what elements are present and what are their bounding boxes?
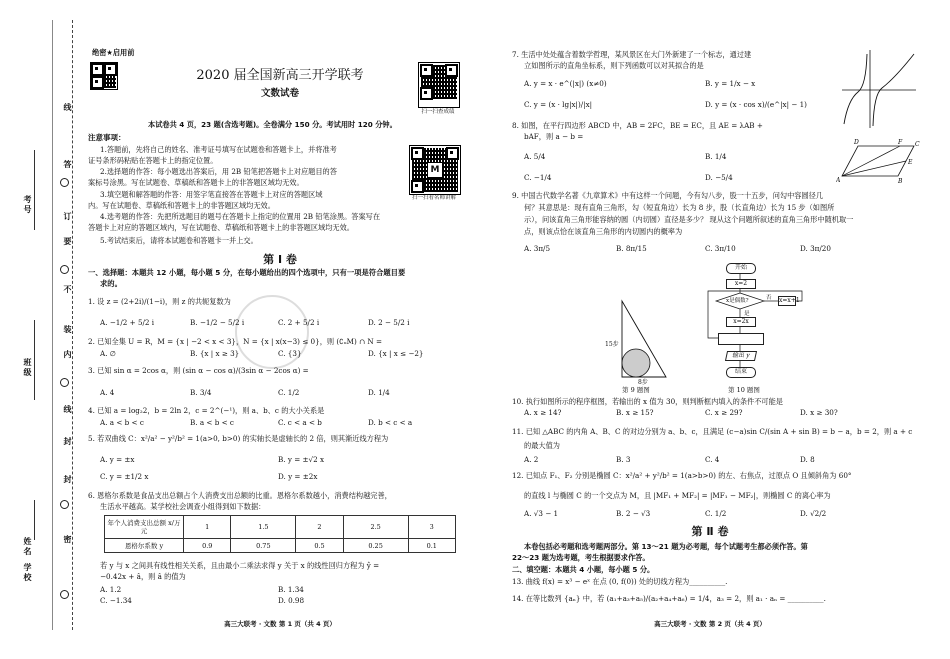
parallelogram-shape [842,146,914,176]
flow-init: x=2 [726,279,756,289]
qr-code-score [418,62,460,108]
name-underline [34,500,35,540]
flow-no-label: 否 [766,295,772,301]
notes-line: 1.答题前，先将自己的姓名、准考证号填写在试题卷和答题卡上，并将准考 [100,145,337,154]
q6-option-a: A. 1.2 [100,585,122,594]
q11-option-c: C. 4 [705,455,720,464]
q11-option-a: A. 2 [524,455,539,464]
fig9-base-label: 8步 [638,379,648,386]
curve-left [844,54,867,124]
part2-intro: 本卷包括必考题和选考题两部分。第 13～21 题为必考题，每个试题考生都必须作答。第 [524,542,808,551]
q6-after: 若 y 与 x 之间具有线性相关关系，且由最小二乘法求得 y 关于 x 的线性回归方程为 ŷ = [100,561,380,570]
table-cell: 2.5 [343,516,408,539]
segment-ae [842,161,906,176]
qr-corner [445,64,458,77]
table-cell: 0.5 [296,539,343,553]
exam-no-label: 考号 [23,195,32,215]
q1-stem: 1. 设 z = (2+2i)/(1−i)，则 z 的共轭复数为 [88,297,231,306]
q5-option-c: C. y = ±1/2 x [100,472,149,481]
qr-corner [420,87,433,100]
q8-stem: 8. 如图，在平行四边形 ABCD 中，AB = 2FC，BE = EC，且 AE = λAB + [512,121,763,130]
q6-option-d: D. 0.98 [278,596,305,605]
q7-stem-cont: 立如图所示的直角坐标系，则下列函数可以对其拟合的是 [524,61,704,70]
q3-option-d: D. 1/4 [368,388,390,397]
q13-stem: 13. 曲线 f(x) = x³ − eˣ 在点 (0, f(0)) 处的切线方程为__________. [512,577,728,586]
q3-stem: 3. 已知 sin α = 2cos α，则 (sin α − cos α)/(3sin α − 2cos α) = [88,366,309,375]
table-cell: 1 [184,516,231,539]
qr-corner [91,63,104,76]
label-e: E [908,159,913,166]
q9-stem-3: 示），问该直角三角形能容纳的圆（内切圆）直径是多少？ 现从这个问题所叙述的直角三角形中随机取一 [524,215,854,224]
q11-stem-cont: 的最大值为 [524,441,560,450]
qr-corner [411,180,424,193]
q12-option-b: B. 2 − √3 [616,509,651,518]
label-d: D [854,139,859,146]
incircle [622,349,650,377]
notes-line: 5.考试结束后，请将本试题卷和答题卡一并上交。 [100,236,258,245]
q7-option-a: A. y = x · e^(|x|) (x≠0) [524,79,607,88]
q2-option-a: A. ∅ [100,349,117,358]
q4-stem: 4. 已知 a = log₂2，b = 2ln 2，c = 2^(−¹)，则 a、b、c 的大小关系是 [88,406,325,415]
binding-word-0: 线 [63,103,72,113]
table-cell: 2 [296,516,343,539]
part2-section: 二、填空题：本题共 4 小题，每小题 5 分。 [512,565,655,574]
q12-option-c: C. 1/2 [705,509,727,518]
secret-mark: 绝密★启用前 [92,48,135,57]
q8-parallelogram [836,138,920,184]
notes-line: 4.选考题的作答：先把所选题目的题号在答题卡上指定的位置用 2B 铅笔涂黑。答案写在 [100,212,381,221]
flow-start: 开始 [726,263,756,274]
q7-option-d: D. y = (x · cos x)/(e^|x| − 1) [705,100,807,109]
qr-corner [446,147,459,160]
q7-stem: 7. 生活中处处蕴含着数学哲理，某风景区在大门外新建了一个标志，通过建 [512,50,752,59]
flow-yes-label: 是 [744,311,750,317]
q11-option-b: B. 3 [616,455,631,464]
q9-stem-4: 点，则该点恰在该直角三角形的内切圆内的概率为 [524,227,683,236]
table-cell: 0.75 [231,539,296,553]
q2-option-d: D. {x | x ≤ −2} [368,349,424,358]
part1-section-cont: 求的。 [100,279,122,288]
binding-word-9: 封 [63,475,72,485]
part2-intro-cont: 22～23 题为选考题，考生根据要求作答。 [512,553,650,562]
part2-heading: 第 Ⅱ 卷 [691,525,729,538]
label-a: A [836,177,841,184]
q6-after-cont: −0.42x + â，则 â 的值为 [100,572,186,581]
q8-option-b: B. 1/4 [705,152,727,161]
qr-code-left [90,62,118,90]
notes-line: 2.选择题的作答：每小题选出答案后，用 2B 铅笔把答题卡上对应题目的答 [100,167,337,176]
q3-option-b: B. 3/4 [190,388,212,397]
binding-word-1: 答 [63,160,72,170]
school-label: 学校 [23,563,32,583]
q9-option-c: C. 3π/10 [705,244,736,253]
footer-page-1: 高三大联考 · 文数 第 1 页（共 4 页） [224,620,336,628]
q9-stem: 9. 中国古代数学名著《九章算术》中有这样一个问题，今有勾八步，股一十五步，问勾中容圆径几 [512,191,824,200]
fig9-side-label: 15步 [605,341,619,348]
binding-word-5: 装 [63,325,72,335]
q3-option-a: A. 4 [100,388,115,397]
notes-heading: 注意事项： [88,133,126,142]
table-header-cell: 恩格尔系数 y [105,539,184,553]
q5-option-a: A. y = ±x [100,455,135,464]
binding-circle [60,590,69,599]
q8-option-d: D. −5/4 [705,173,733,182]
q9-option-d: D. 3π/20 [800,244,831,253]
q10-stem: 10. 执行如图所示的程序框图，若输出的 x 值为 30，则判断框内填入的条件不可能是 [512,397,783,406]
q2-option-c: C. {3} [278,349,302,358]
q7-option-b: B. y = 1/x − x [705,79,756,88]
q7-graph [840,48,918,130]
q1-option-c: C. 2 + 5/2 i [278,318,320,327]
q6-stem: 6. 恩格尔系数是食品支出总额占个人消费支出总额的比重。恩格尔系数越小，消费结构越完善， [88,491,392,500]
q8-stem-cont: bAF，则 a − b = [524,132,584,141]
exam-subject: 文数试卷 [260,88,299,99]
label-f: F [898,139,903,146]
q8-option-c: C. −1/4 [524,173,552,182]
table-cell: 1.5 [231,516,296,539]
table-cell: 0.25 [343,539,408,553]
qr-logo: M [427,162,443,178]
part1-section: 一、选择题：本题共 12 小题，每小题 5 分，在每小题给出的四个选项中，只有一项是符合题目要 [88,268,406,277]
class-underline [34,320,35,400]
notes-line: 证号条形码粘贴在答题卡上的指定位置。 [88,156,218,165]
binding-circle [60,500,69,509]
q9-option-a: A. 3π/5 [524,244,551,253]
q12-stem: 12. 已知点 F₁、F₂ 分别是椭圆 C：x²/a² + y²/b² = 1(a>b>0) 的左、右焦点，过原点 O 且倾斜角为 60° [512,471,852,480]
q4-option-c: C. c < a < b [278,418,322,427]
qr-corner [420,64,433,77]
binding-circle [60,178,69,187]
q6-data-table [104,515,456,553]
flow-step-even: x=2x [726,317,756,327]
q4-option-d: D. b < c < a [368,418,413,427]
exam-meta: 本试卷共 4 页，23 题(含选考题)。全卷满分 150 分。考试用时 120 分钟。 [148,120,397,129]
q10-option-b: B. x ≥ 15? [616,408,654,417]
q12-option-d: D. √2/2 [800,509,827,518]
exam-title: 2020 届全国新高三开学联考 [196,68,364,83]
exam-no-underline [34,150,35,230]
q5-stem: 5. 若双曲线 C：x²/a² − y²/b² = 1(a>0, b>0) 的实轴长是虚轴长的 2 倍，则其渐近线方程为 [88,434,389,443]
qr-explain-caption: 扫一扫看名师讲解 [411,195,456,201]
class-label: 班级 [23,358,32,378]
q2-stem: 2. 已知全集 U = R，M = {x | −2 < x < 3}，N = {x | x(x−3) ≤ 0}，则 (∁ᵤM) ∩ N = [88,337,382,346]
q6-stem-cont: 生活水平越高。某学校社会调查小组得到如下数据： [100,502,266,511]
binding-rule [52,20,53,630]
table-cell: 0.9 [184,539,231,553]
q5-option-d: D. y = ±2x [278,472,318,481]
q5-option-b: B. y = ±√2 x [278,455,325,464]
q4-option-b: B. a < b < c [190,418,234,427]
flow-step-odd: x=x+1 [779,297,800,304]
q9-stem-2: 何？其意思是：现有直角三角形，勾（短直角边）长为 8 步，股（长直角边）长为 15 步（如图所 [524,203,835,212]
q3-option-c: C. 1/2 [278,388,300,397]
qr-code-explain [409,145,461,195]
binding-word-2: 订 [63,212,72,222]
q1-option-a: A. −1/2 + 5/2 i [100,318,155,327]
table-header-cell: 年个人消费支出总额 x/万元 [105,516,184,539]
q10-option-d: D. x ≥ 30? [800,408,838,417]
flow-end: 结束 [726,367,756,378]
q8-option-a: A. 5/4 [524,152,546,161]
qr-score-caption: 扫一扫查成绩 [421,109,455,115]
notes-line: 案标号涂黑。写在试题卷、草稿纸和答题卡上的非答题区域均无效。 [88,178,304,187]
q1-option-b: B. −1/2 − 5/2 i [190,318,245,327]
fig9-caption: 第 9 题图 [622,386,650,394]
qr-corner [104,63,117,76]
qr-corner [91,76,104,89]
q6-option-c: C. −1.34 [100,596,132,605]
binding-word-6: 内 [63,350,72,360]
notes-line: 内。写在试题卷、草稿纸和答题卡上的非答题区域均无效。 [88,201,275,210]
q4-option-a: A. a < b < c [100,418,144,427]
q6-option-b: B. 1.34 [278,585,304,594]
footer-page-2: 高三大联考 · 文数 第 2 页（共 4 页） [654,620,766,628]
q11-option-d: D. 8 [800,455,815,464]
binding-word-4: 不 [63,285,72,295]
table-row [105,539,456,553]
binding-word-3: 要 [63,237,72,247]
q2-option-b: B. {x | x ≥ 3} [190,349,240,358]
label-b: B [898,178,903,184]
table-row [105,516,456,539]
binding-circle [60,265,69,274]
table-cell: 0.1 [408,539,456,553]
flow-condition: x是偶数? [726,298,749,304]
q12-stem-cont: 的直线 l 与椭圆 C 的一个交点为 M，且 |MF₁ + MF₂| = |MF₁ − MF₂|，则椭圆 C 的离心率为 [524,491,831,500]
fig10-caption: 第 10 题图 [728,386,760,394]
table-cell: 3 [408,516,456,539]
binding-word-8: 封 [63,437,72,447]
binding-circle [60,378,69,387]
label-c: C [915,141,920,148]
notes-line: 答题卡上对应的答题区域内，写在试题卷、草稿纸和答题卡上的非答题区域均无效。 [88,223,354,232]
flow-condition-2 [718,333,764,345]
part1-heading: 第 Ⅰ 卷 [263,253,297,266]
binding-word-7: 线 [63,405,72,415]
q9-option-b: B. 8π/15 [616,244,647,253]
notes-line: 3.填空题和解答题的作答：用签字笔直接答在答题卡上对应的答题区域 [100,190,323,199]
q7-option-c: C. y = (x · lg|x|)/|x| [524,100,593,109]
qr-corner [411,147,424,160]
q1-option-d: D. 2 − 5/2 i [368,318,410,327]
q10-option-c: C. x ≥ 29? [705,408,743,417]
binding-word-10: 密 [63,535,72,545]
segment-af [842,146,900,176]
q10-option-a: A. x ≥ 14? [524,408,562,417]
flow-output: 输出 y [725,351,757,361]
q12-option-a: A. √3 − 1 [524,509,559,518]
q14-stem: 14. 在等比数列 {aₙ} 中，若 (a₁+a₃+a₅)/(a₂+a₄+a₆) = 1/4，a₃ = 2，则 a₁ · aₙ = __________. [512,594,826,603]
q11-stem: 11. 已知 △ABC 的内角 A、B、C 的对边分别为 a、b、c，且满足 (c−a)sin C/(sin A + sin B) = b − a，b = 2，则 a + c [512,427,913,436]
name-label: 姓名 [23,537,32,557]
